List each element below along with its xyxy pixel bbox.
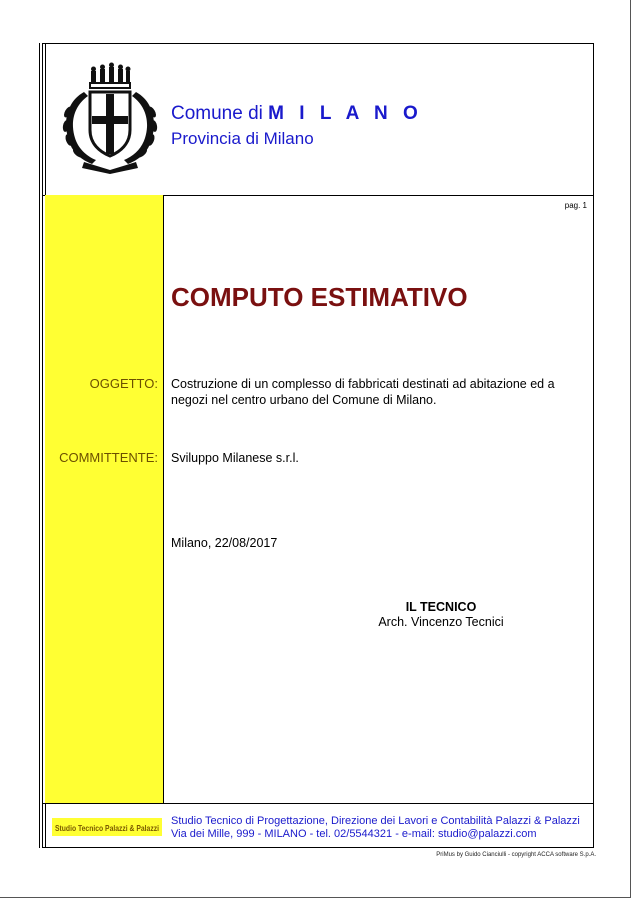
signature-role: IL TECNICO — [405, 600, 477, 614]
oggetto-line-2: negozi nel centro urbano del Comune di Milano. — [171, 393, 437, 407]
yellow-label-column — [45, 195, 163, 803]
committente-value: Sviluppo Milanese s.r.l. — [171, 451, 299, 465]
oggetto-line-1: Costruzione di un complesso di fabbricati destinati ad abitazione ed a — [171, 377, 555, 391]
signature-name: Arch. Vincenzo Tecnici — [378, 615, 504, 629]
page-number: pag. 1 — [564, 201, 587, 210]
column-divider — [163, 195, 164, 803]
studio-logo-text: Studio Tecnico Palazzi & Palazzi — [55, 823, 159, 833]
milano-coat-of-arms-icon — [58, 62, 162, 174]
municipality-city: M I L A N O — [268, 103, 423, 124]
place-date: Milano, 22/08/2017 — [171, 536, 278, 550]
municipality-title — [171, 103, 423, 125]
document-title: COMPUTO ESTIMATIVO — [171, 282, 468, 312]
footer-studio-name: Studio Tecnico di Progettazione, Direzione dei Lavori e Contabilità Palazzi & Palazzi — [171, 815, 580, 827]
footer-divider — [42, 803, 594, 804]
province-subtitle: Provincia di Milano — [171, 129, 314, 148]
software-credit: PriMus by Guido Cianciulli - copyright ACCA software S.p.A. — [436, 852, 596, 858]
oggetto-label: OGGETTO: — [89, 376, 158, 391]
frame-left-rule-1 — [39, 43, 40, 848]
footer-contact: Via dei Mille, 999 - MILANO - tel. 02/5544321 - e-mail: studio@palazzi.com — [171, 828, 537, 840]
municipality-prefix: Comune di — [171, 103, 263, 124]
studio-logo — [52, 818, 162, 836]
oggetto-value — [171, 376, 555, 408]
committente-label: COMMITTENTE: — [59, 450, 158, 465]
